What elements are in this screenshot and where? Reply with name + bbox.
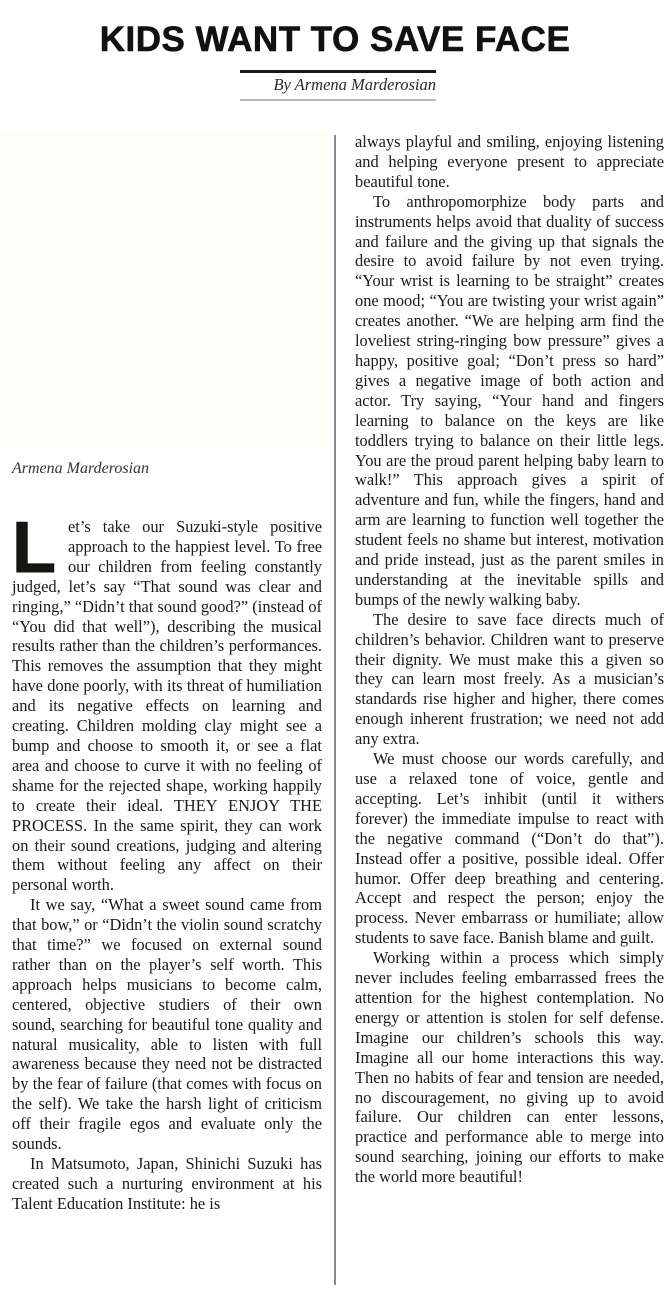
drop-cap: L	[12, 508, 56, 588]
paragraph: Working within a process which simply never includes feeling embarrassed frees the attention for the highest contemplation. No energy or attention is stolen for self defense. Imagine our children’s schools this way. Imagine all our home interactions this way. Then no habits of fear and tension are needed, no discouragement, no giving up to avoid failure. Our children can enter lessons, practice and performance able to merge into sound searching, joining our efforts to make the world more beautiful!	[355, 948, 664, 1187]
byline: By Armena Marderosian	[273, 75, 436, 94]
photo-caption: Armena Marderosian	[12, 460, 150, 477]
paragraph: In Matsumoto, Japan, Shinichi Suzuki has created such a nurturing environment at his Talent Education Institute: he is	[12, 1154, 322, 1213]
right-column	[355, 132, 664, 1187]
paragraph-text: et’s take our Suzuki-style positive approach to the happiest level. To free our children from feeling constantly judged, let’s say “That sound was clear and ringing,” “Didn’t that sound good?” (instead of “You did that well”), describing the musical results rather than the children’s performances. This removes the assumption that they might have done poorly, with its threat of humiliation and its negative effects on learning and creating. Children molding clay might see a bump and choose to smooth it, or see a flat area and choose to curve it with no feeling of shame for the rejected shape, working happily to create their ideal. THEY ENJOY THE PROCESS. In the same spirit, they can work on their sound creations, judging and altering them without feeling any affect on their personal worth.	[12, 517, 322, 895]
author-photo	[0, 131, 329, 447]
byline-top-rule	[240, 70, 436, 73]
paragraph: always playful and smiling, enjoying listening and helping everyone present to appreciate beautiful tone.	[355, 132, 664, 191]
paragraph	[12, 508, 322, 895]
paragraph: The desire to save face directs much of children’s behavior. Children want to preserve their dignity. We must make this a given so they can learn most freely. As a musician’s standards rise higher and higher, there comes enough inherent frustration; we need not add any extra.	[355, 609, 664, 749]
paragraph: We must choose our words carefully, and use a relaxed tone of voice, gentle and accepting. Let’s inhibit (until it withers forever) the immediate impulse to react with the negative command (“Don’t do that”). Instead offer a positive, possible ideal. Offer humor. Offer deep breathing and centering. Accept and respect the person; enjoy the process. Never embarrass or humiliate; allow students to save face. Banish blame and guilt.	[355, 749, 664, 948]
paragraph: To anthropomorphize body parts and instruments helps avoid that duality of success and failure and the giving up that signals the desire to avoid failure by not even trying. “Your wrist is learning to be straight” creates one mood; “You are twisting your wrist again” creates another. “We are helping arm find the loveliest string-ringing bow pressure” gives a happy, positive goal; “Don’t press so hard” gives a negative image of both action and actor. Try saying, “Your hand and fingers learning to balance on the keys are like toddlers trying to balance on their little legs. You are the proud parent helping baby learn to walk!” This approach gives a spirit of adventure and fun, while the fingers, hand and arm are learning to function well together the student feels no shame but interest, motivation and pride instead, just as the parent smiles in understanding at the inevitable spills and bumps of the newly walking baby.	[355, 191, 664, 609]
article-title: KIDS WANT TO SAVE FACE	[99, 20, 571, 59]
paragraph: It we say, “What a sweet sound came from that bow,” or “Didn’t the violin sound scratchy that time?” we focused on external sound rather than on the player’s self worth. This approach helps musicians to become calm, centered, objective studiers of their own sound, searching for beautiful tone quality and natural musicality, able to listen with full awareness because they need not be distracted by the fear of failure (that comes with focus on the self). We take the harsh light of criticism off their fragile egos and evaluate only the sounds.	[12, 895, 322, 1154]
byline-bottom-rule	[240, 99, 436, 101]
column-divider	[334, 135, 336, 1285]
left-column	[12, 508, 322, 1214]
